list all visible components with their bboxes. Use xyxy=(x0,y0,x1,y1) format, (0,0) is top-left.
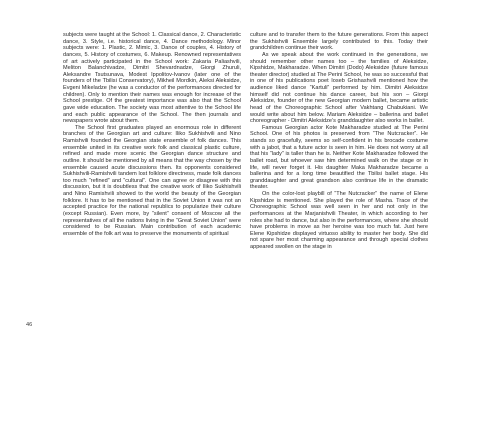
paragraph: As we speak about the work continued in the generations, we should remember other names too – the families of Aleksidze, Kipshidze, Makharadze. When Dimitri (Dodo) Aleksidze (future famous theater director) studied at The Perini School, he was so successful that in one of his publications poet Ioseb Grishashvili mentioned how the audience liked dance “Kartuli” performed by him. Dimitri Aleksidze himself did not continue his dance career, but his son – Giorgi Aleksidze, founder of the new Georgian modern ballet, became artistic head of the Choreographic School after Vakhtang Chabukiani. We would write about him below. Mariam Aleksidze – ballerina and ballet choreographer - Dimitri Aleksidze’s granddaughter also works in ballet. xyxy=(250,51,428,125)
paragraph: The School first graduates played an enormous role in different branches of the Georgian art and culture: Iliko Sukhishvili and Nino Ramishvili founded the Georgian state ensemble of folk dances. This ensemble united in its creative work folk and classical plastic culture, refined and made more scenic the Georgian dance structure and outline. It should be mentioned by all means that the way chosen by the ensemble caused acute discussions then. Its opponents considered Sukhishvili-Ramishvili tandem lost folklore directness, made folk dances too much “refined” and “cultural”. One can agree or disagree with this discussion, but it is doubtless that the creative work of Iliko Sukhishvili and Nino Ramishvili showed to the world the beauty of the Georgian folklore. It has to be mentioned that in the Soviet Union it was not an accepted practice for the national republics to popularize their culture (except Russian). Even more, by “silent” consent of Moscow all the representatives of all the nations living in the “Great Soviet Union” were considered to be Russian. Main contribution of each academic ensemble of the folk art was to preserve the monuments of spiritual xyxy=(63,124,241,237)
right-text-column xyxy=(250,32,428,251)
page-number: 46 xyxy=(26,322,33,328)
left-text-column xyxy=(63,32,241,237)
paragraph: On the color-lost playbill of “The Nutcracker” the name of Elene Kipshidze is mentioned. She played the role of Masha. Trace of the Choreographic School was well seen in her and not only in the performances at the Marjanishvili Theater, in which according to her roles she had to dance, but also in the performances, where she should have problems in move as her heroine was too much fat. Just here Elene Kipshidze displayed virtuoso ability to master her body. She did not spare her most charming appearance and through special clothes appeared swollen on the stage in xyxy=(250,191,428,250)
paragraph: culture and to transfer them to the future generations. From this aspect the Sukhishvili Ensemble largely contributed to this. Today their grandchildren continue their work. xyxy=(250,32,428,52)
paragraph: Famous Georgian actor Kote Makharadze studied at The Perini School. One of his photos is preserved from “The Nutcracker”. He stands so gracefully, seems so self-confident in his brocade costume with a jabot, that a future actor is seen in him. He does not worry at all that his “lady” is taller than he is. Neither Kote Makharadze followed the ballet road, but whoever saw him determined walk on the stage or in life, will never forget it. His daughter Maka Makharadze became a ballerina and for a long time beautified the Tbilisi ballet stage. His granddaughter and great grandson also continue life in the dramatic theater. xyxy=(250,124,428,191)
paragraph: subjects were taught at the School: 1. Classical dance, 2. Characteristic dance, 3. Style, i.e. historical dance, 4. Dance methodology. Minor subjects were: 1. Plastic, 2. Mimic, 3. Dance of couples, 4. History of dances, 5. History of costumes, 6. Makeup. Renowned representatives of art actively participated in the School work: Zakaria Paliashvili, Meliton Balanchivadze, Dimitri Shevardnadze, Giorgi Zhuruli, Aleksandre Tsutsunava, Modest Ippolitov-Ivanov (later one of the founders of the Tbilisi Conservatory), Mikheil Mordkin, Aleksi Aleksidze, Evgeni Mikeladze (he was a conductor of the performances directed for children). Only to mention their names was enough for increase of the School prestige. Of the greatest importance was also that the School gave wide education. The society was most attentive to the School life and each public appearance of the School. The then journals and newspapers wrote about them. xyxy=(63,32,241,125)
